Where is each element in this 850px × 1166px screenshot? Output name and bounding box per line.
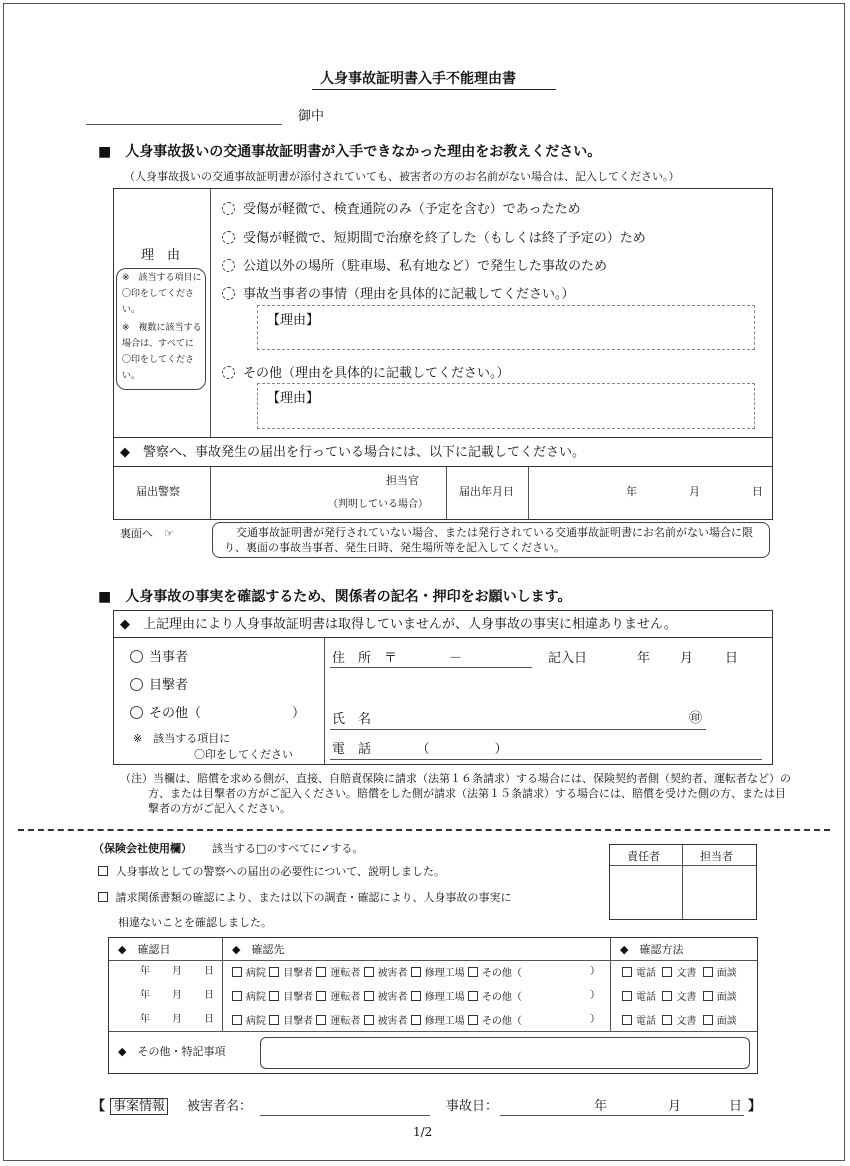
insurer-check-2-label: 請求関係書類の確認により、または以下の調査・確認により、人身事故の事実に [115, 891, 512, 904]
confirm-body-line [109, 1031, 757, 1032]
checkbox-icon [468, 1015, 478, 1025]
checkbox-icon [98, 866, 108, 876]
checkbox-icon [232, 967, 242, 977]
checkbox-icon [269, 967, 279, 977]
reason-input-2-label: 【理由】 [267, 391, 320, 406]
officer-note: （判明している場合） [328, 499, 428, 510]
entry-day: 日 [725, 651, 739, 666]
checkbox-icon [468, 991, 478, 1001]
report-month: 月 [689, 485, 700, 498]
officer-label: 担当官 [386, 474, 419, 487]
checkbox-icon [622, 1015, 632, 1025]
radio-circle-icon [222, 259, 235, 272]
entry-date-label: 記入日 [548, 651, 588, 666]
signoff-divider [682, 845, 683, 919]
confirm-row-2-targets[interactable]: 病院 目撃者 運転者 被害者 修理工場 その他（ [232, 991, 522, 1003]
checkbox-icon [703, 967, 713, 977]
reason-option-3[interactable] [222, 259, 607, 273]
checkbox-icon [364, 967, 374, 977]
col-target-header: ◆ 確認先 [232, 943, 285, 956]
confirm-row-3-date: 年 月 日 [140, 1014, 214, 1025]
confirm-row-1-targets[interactable]: 病院 目撃者 運転者 被害者 修理工場 その他（ [232, 967, 522, 979]
accident-month: 月 [668, 1099, 682, 1114]
insurer-check-1-label: 人身事故としての警察への届出の必要性について、説明しました。 [115, 865, 446, 878]
footer-open-bracket: 【 [92, 1099, 106, 1114]
addressee-line [86, 124, 282, 125]
checkbox-icon [662, 991, 672, 1001]
confirm-row-2-date: 年 月 日 [140, 990, 214, 1001]
police-col-2 [446, 467, 447, 519]
phone-underline [330, 759, 762, 760]
reason-option-4[interactable] [222, 287, 575, 301]
confirm-col-2 [610, 938, 611, 1031]
checkbox-icon [364, 991, 374, 1001]
roles-note-1: ※ 該当する項目に [133, 732, 231, 745]
report-year: 年 [626, 485, 637, 498]
cut-line [18, 829, 830, 831]
insurer-check-1[interactable] [98, 866, 445, 877]
reason-option-5[interactable] [222, 366, 510, 380]
insurer-instruction: 該当する□のすべてに✓する。 [212, 842, 364, 855]
checkbox-icon [662, 1015, 672, 1025]
checkbox-icon [411, 967, 421, 977]
address-underline [330, 667, 532, 668]
police-heading: ◆ 警察へ、事故発生の届出を行っている場合には、以下に記載してください。 [120, 445, 585, 460]
other-notes-label: ◆ その他・特記事項 [118, 1045, 226, 1058]
checkbox-icon [622, 967, 632, 977]
confirm-row-2-paren: ） [590, 990, 600, 1001]
reason-option-2[interactable] [222, 231, 646, 245]
radio-circle-icon [130, 678, 143, 691]
reason-option-1-label: 受傷が軽微で、検査通院のみ（予定を含む）であったため [243, 202, 581, 217]
checkbox-icon [232, 1015, 242, 1025]
reason-input-2[interactable] [257, 383, 755, 429]
checkbox-icon [411, 991, 421, 1001]
radio-circle-icon [130, 706, 143, 719]
police-station-label: 届出警察 [136, 485, 180, 498]
confirm-col-1 [222, 938, 223, 1031]
phone-field[interactable]: 電 話 （ ） [332, 742, 508, 757]
reason-option-5-label: その他（理由を具体的に記載してください。） [243, 366, 510, 381]
col-method-header: ◆ 確認方法 [620, 943, 684, 956]
side-note-2: ※ 複数に該当する場合は、すべてに〇印をしてください。 [122, 323, 202, 381]
confirm-row-1-date: 年 月 日 [140, 966, 214, 977]
accident-year: 年 [594, 1099, 608, 1114]
insurer-title: （保険会社使用欄） [93, 842, 192, 855]
checkbox-icon [269, 991, 279, 1001]
reason-option-4-label: 事故当事者の事情（理由を具体的に記載してください。） [243, 287, 575, 302]
role-witness[interactable] [130, 678, 188, 692]
back-note: 交通事故証明書が発行されていない場合、または発行されている交通事故証明書にお名前がない場合に限り、裏面の事故当事者、発生日時、発生場所等を記入してください。 [224, 526, 753, 554]
checkbox-icon [316, 967, 326, 977]
reason-option-2-label: 受傷が軽微で、短期間で治療を終了した（もしくは終了予定の）ため [243, 231, 646, 246]
insurer-check-2[interactable] [98, 892, 512, 903]
accident-date-underline [500, 1115, 744, 1116]
witness-divider [324, 638, 325, 764]
report-date-label: 届出年月日 [459, 485, 514, 498]
police-col-3 [528, 467, 529, 519]
reason-label: 理 由 [141, 248, 181, 263]
role-party[interactable] [130, 650, 188, 664]
section2-heading: ■ 人身事故の事実を確認するため、関係者の記名・押印をお願いします。 [98, 589, 572, 605]
checkbox-icon [411, 1015, 421, 1025]
reason-option-3-label: 公道以外の場所（駐車場、私有地など）で発生した事故のため [243, 259, 608, 274]
title-underline [312, 89, 556, 90]
checkbox-icon [622, 991, 632, 1001]
checkbox-icon [703, 1015, 713, 1025]
confirm-row-2-methods[interactable]: 電話 文書 面談 [622, 991, 737, 1003]
staff-label: 担当者 [700, 850, 733, 863]
checkbox-icon [662, 967, 672, 977]
reason-divider [210, 189, 211, 437]
page-number: 1/2 [413, 1125, 433, 1139]
address-field[interactable]: 住 所 〒 － [332, 651, 463, 666]
roles-note-2: 〇印をしてください [194, 748, 293, 761]
witness-statement: ◆ 上記理由により人身事故証明書は取得していませんが、人身事故の事実に相違ありません。 [120, 617, 677, 632]
radio-circle-icon [222, 366, 235, 379]
section1-subnote: （人身事故扱いの交通事故証明書が添付されていても、被害者の方のお名前がない場合は、記入してください。） [124, 170, 680, 183]
col-date-header: ◆ 確認日 [118, 943, 171, 956]
name-field[interactable]: 氏 名 [332, 712, 372, 727]
radio-circle-icon [222, 202, 235, 215]
confirm-row-1-methods[interactable]: 電話 文書 面談 [622, 967, 737, 979]
accident-day: 日 [729, 1099, 743, 1114]
section2-note: （注）当欄は、賠償を求める側が、直接、自賠責保険に請求（法第１６条請求）する場合には、保険契約者側（契約者、運転者など）の方、または目撃者の方がご記入ください。賠償をした側が請求（法第１５条請求）する場合には、賠償を受けた側の方、または目撃者の方がご記入ください。 [120, 772, 791, 815]
entry-month: 月 [680, 651, 694, 666]
police-mid-line [114, 466, 772, 467]
checkbox-icon [269, 1015, 279, 1025]
report-day: 日 [752, 485, 763, 498]
checkbox-icon [316, 991, 326, 1001]
role-other-label: その他（ ） [149, 706, 306, 721]
checkbox-icon [232, 991, 242, 1001]
other-notes-input[interactable] [260, 1037, 750, 1069]
checkbox-icon [364, 1015, 374, 1025]
checkbox-icon [468, 967, 478, 977]
entry-year: 年 [637, 651, 651, 666]
confirm-row-3-targets[interactable]: 病院 目撃者 運転者 被害者 修理工場 その他（ [232, 1015, 522, 1027]
case-info-label: 事案情報 [110, 1098, 168, 1115]
name-underline [330, 729, 706, 730]
checkbox-icon [98, 892, 108, 902]
reason-option-1[interactable] [222, 202, 581, 216]
role-witness-label: 目撃者 [149, 678, 189, 693]
addressee-label: 御中 [298, 109, 325, 124]
checkbox-icon [703, 991, 713, 1001]
police-col-1 [210, 467, 211, 519]
accident-date-label: 事故日： [446, 1099, 499, 1114]
checkbox-icon [316, 1015, 326, 1025]
role-party-label: 当事者 [149, 650, 189, 665]
signoff-header-line [610, 865, 756, 866]
back-label: 裏面へ ☞ [120, 527, 174, 540]
radio-circle-icon [130, 650, 143, 663]
radio-circle-icon [222, 231, 235, 244]
insurer-check-2b: 相違ないことを確認しました。 [118, 916, 272, 929]
victim-name-label: 被害者名： [187, 1099, 253, 1114]
responsible-label: 責任者 [627, 850, 660, 863]
victim-name-underline [260, 1115, 430, 1116]
role-other[interactable] [130, 706, 305, 720]
witness-top-line [114, 637, 772, 638]
confirm-row-3-paren: ） [590, 1014, 600, 1025]
confirm-row-1-paren: ） [590, 966, 600, 977]
police-top-line [114, 437, 772, 438]
page-title: 人身事故証明書入手不能理由書 [320, 71, 516, 87]
radio-circle-icon [222, 287, 235, 300]
confirm-row-3-methods[interactable]: 電話 文書 面談 [622, 1015, 737, 1027]
section1-heading: ■ 人身事故扱いの交通事故証明書が入手できなかった理由をお教えください。 [98, 144, 602, 160]
confirm-header-line [109, 960, 757, 961]
reason-input-1[interactable] [257, 305, 755, 350]
side-note-1: ※ 該当する項目に〇印をしてください。 [122, 273, 202, 315]
reason-input-1-label: 【理由】 [267, 313, 320, 328]
footer-close-bracket: 】 [748, 1099, 762, 1114]
seal-icon: ㊞ [689, 711, 703, 726]
